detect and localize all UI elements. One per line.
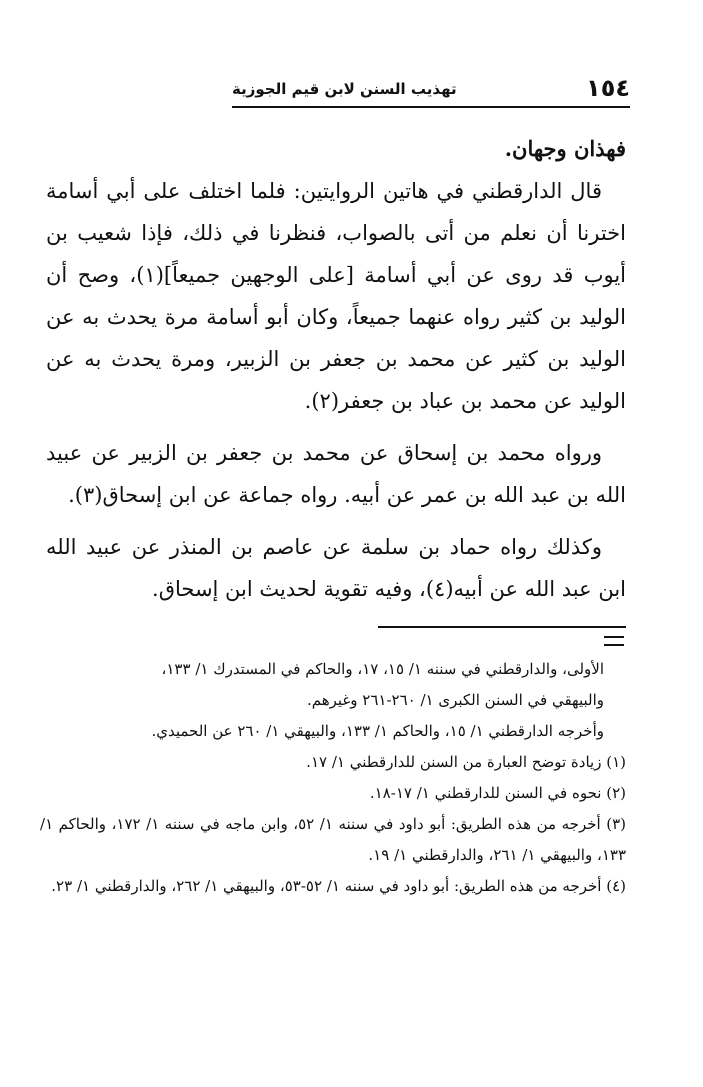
- footnote-continued-line: والبيهقي في السنن الكبرى ١/ ٢٦٠-٢٦١ وغيرهم.: [306, 691, 604, 709]
- page-header: [232, 72, 630, 108]
- footnote-continued-line: الأولى، والدارقطني في سننه ١/ ١٥، ١٧، والحاكم في المستدرك ١/ ١٣٣،: [161, 660, 604, 678]
- footnote-continuation-mark: [604, 636, 624, 646]
- footnote-1: (١) زيادة توضح العبارة من السنن للدارقطني ١/ ١٧.: [306, 753, 626, 771]
- paragraph-ibn-ishaq: ورواه محمد بن إسحاق عن محمد بن جعفر بن الزبير عن عبيد الله بن عبد الله بن عمر عن أبيه. رواه جماعة عن ابن إسحاق(٣).: [46, 441, 626, 507]
- paragraph-conclusion: فهذان وجهان.: [504, 136, 626, 161]
- footnotes: [40, 654, 626, 902]
- page-number: ١٥٤: [586, 74, 630, 102]
- footnote-separator: [378, 626, 626, 628]
- paragraph-daraqutni: قال الدارقطني في هاتين الروايتين: فلما اختلف على أبي أسامة اخترنا أن نعلم من أتى بالصواب، فنظرنا في ذلك، فإذا شعيب بن أيوب قد روى عن أبي أسامة [على الوجهين جميعاً](١)، وصح أن الوليد بن كثير رواه عنهما جميعاً، وكان أبو أسامة مرة يحدث به عن الوليد بن كثير عن محمد بن جعفر بن الزبير، ومرة يحدث به عن الوليد عن محمد بن عباد بن جعفر(٢).: [46, 179, 626, 413]
- main-text: [46, 128, 626, 620]
- header-rule: [232, 106, 630, 108]
- footnote-4: (٤) أخرجه من هذه الطريق: أبو داود في سننه ١/ ٥٢-٥٣، والبيهقي ١/ ٢٦٢، والدارقطني ١/ ٢٣.: [51, 877, 626, 895]
- footnote-continued-line: وأخرجه الدارقطني ١/ ١٥، والحاكم ١/ ١٣٣، والبيهقي ١/ ٢٦٠ عن الحميدي.: [151, 722, 604, 740]
- footnote-3: (٣) أخرجه من هذه الطريق: أبو داود في سننه ١/ ٥٢، وابن ماجه في سننه ١/ ١٧٢، والحاكم ١/ ١٣٣، والبيهقي ١/ ٢٦١، والدارقطني ١/ ١٩.: [40, 815, 626, 864]
- paragraph-hammad: وكذلك رواه حماد بن سلمة عن عاصم بن المنذر عن عبيد الله ابن عبد الله عن أبيه(٤)، وفيه تقوية لحديث ابن إسحاق.: [46, 535, 626, 601]
- book-title: تهذيب السنن لابن قيم الجوزية: [232, 80, 457, 98]
- footnote-2: (٢) نحوه في السنن للدارقطني ١/ ١٧-١٨.: [369, 784, 626, 802]
